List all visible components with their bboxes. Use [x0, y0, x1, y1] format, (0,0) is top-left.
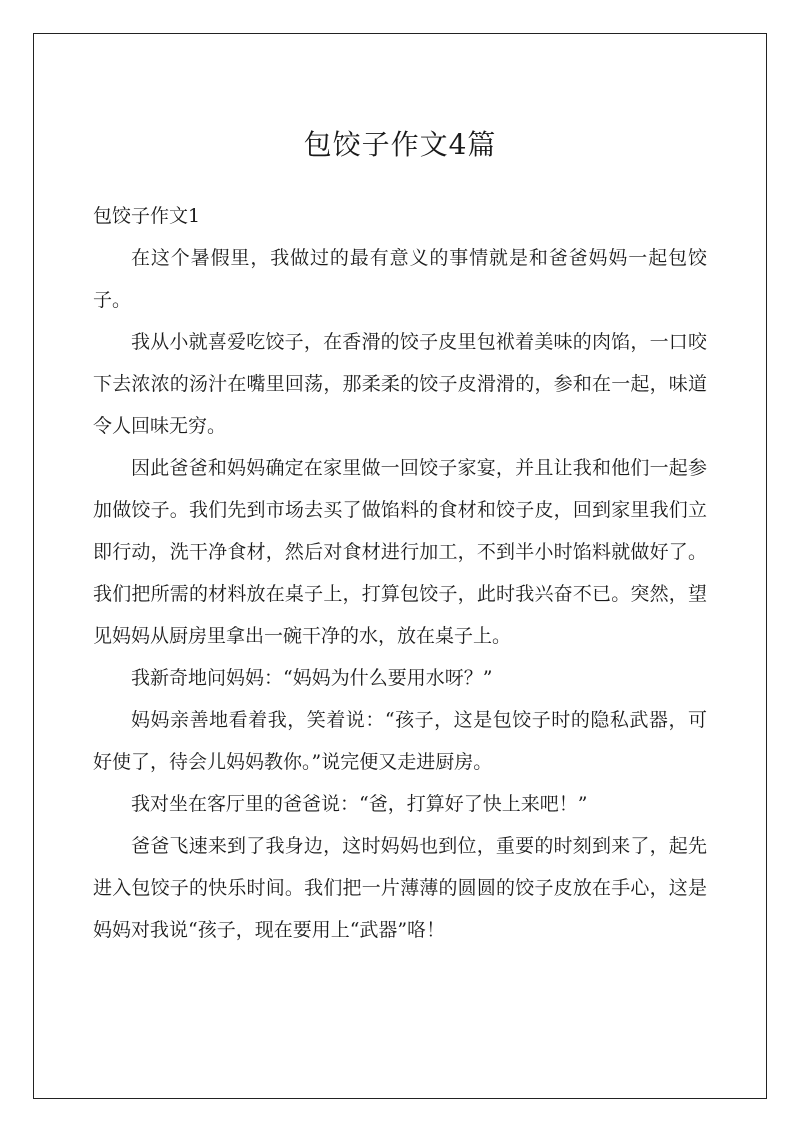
document-title: 包饺子作文4篇 [303, 128, 497, 161]
paragraph-6: 我对坐在客厅里的爸爸说：“爸，打算好了快上来吧！” [131, 793, 588, 815]
paragraph-3: 因此爸爸和妈妈确定在家里做一回饺子家宴，并且让我和他们一起参加做饺子。我们先到市场去买了做馅料的食材和饺子皮，回到家里我们立即行动，洗干净食材，然后对食材进行加工，不到半小时馅料就做好了。我们把所需的材料放在桌子上，打算包饺子，此时我兴奋不已。突然，望见妈妈从厨房里拿出一碗干净的水，放在桌子上。 [93, 457, 707, 647]
document-body [93, 195, 707, 951]
paragraph-7: 爸爸飞速来到了我身边，这时妈妈也到位，重要的时刻到来了，起先进入包饺子的快乐时间。我们把一片薄薄的圆圆的饺子皮放在手心，这是妈妈对我说“孩子，现在要用上“武器”咯！ [93, 835, 707, 941]
paragraph-4: 我新奇地问妈妈：“妈妈为什么要用水呀？” [131, 667, 493, 689]
paragraph-1: 在这个暑假里，我做过的最有意义的事情就是和爸爸妈妈一起包饺子。 [93, 247, 707, 311]
section-heading: 包饺子作文1 [93, 205, 201, 227]
paragraph-2: 我从小就喜爱吃饺子，在香滑的饺子皮里包袱着美味的肉馅，一口咬下去浓浓的汤汁在嘴里回荡，那柔柔的饺子皮滑滑的，参和在一起，味道令人回味无穷。 [93, 331, 707, 437]
paragraph-5: 妈妈亲善地看着我，笑着说：“孩子，这是包饺子时的隐私武器，可好使了，待会儿妈妈教你。”说完便又走进厨房。 [93, 709, 707, 773]
